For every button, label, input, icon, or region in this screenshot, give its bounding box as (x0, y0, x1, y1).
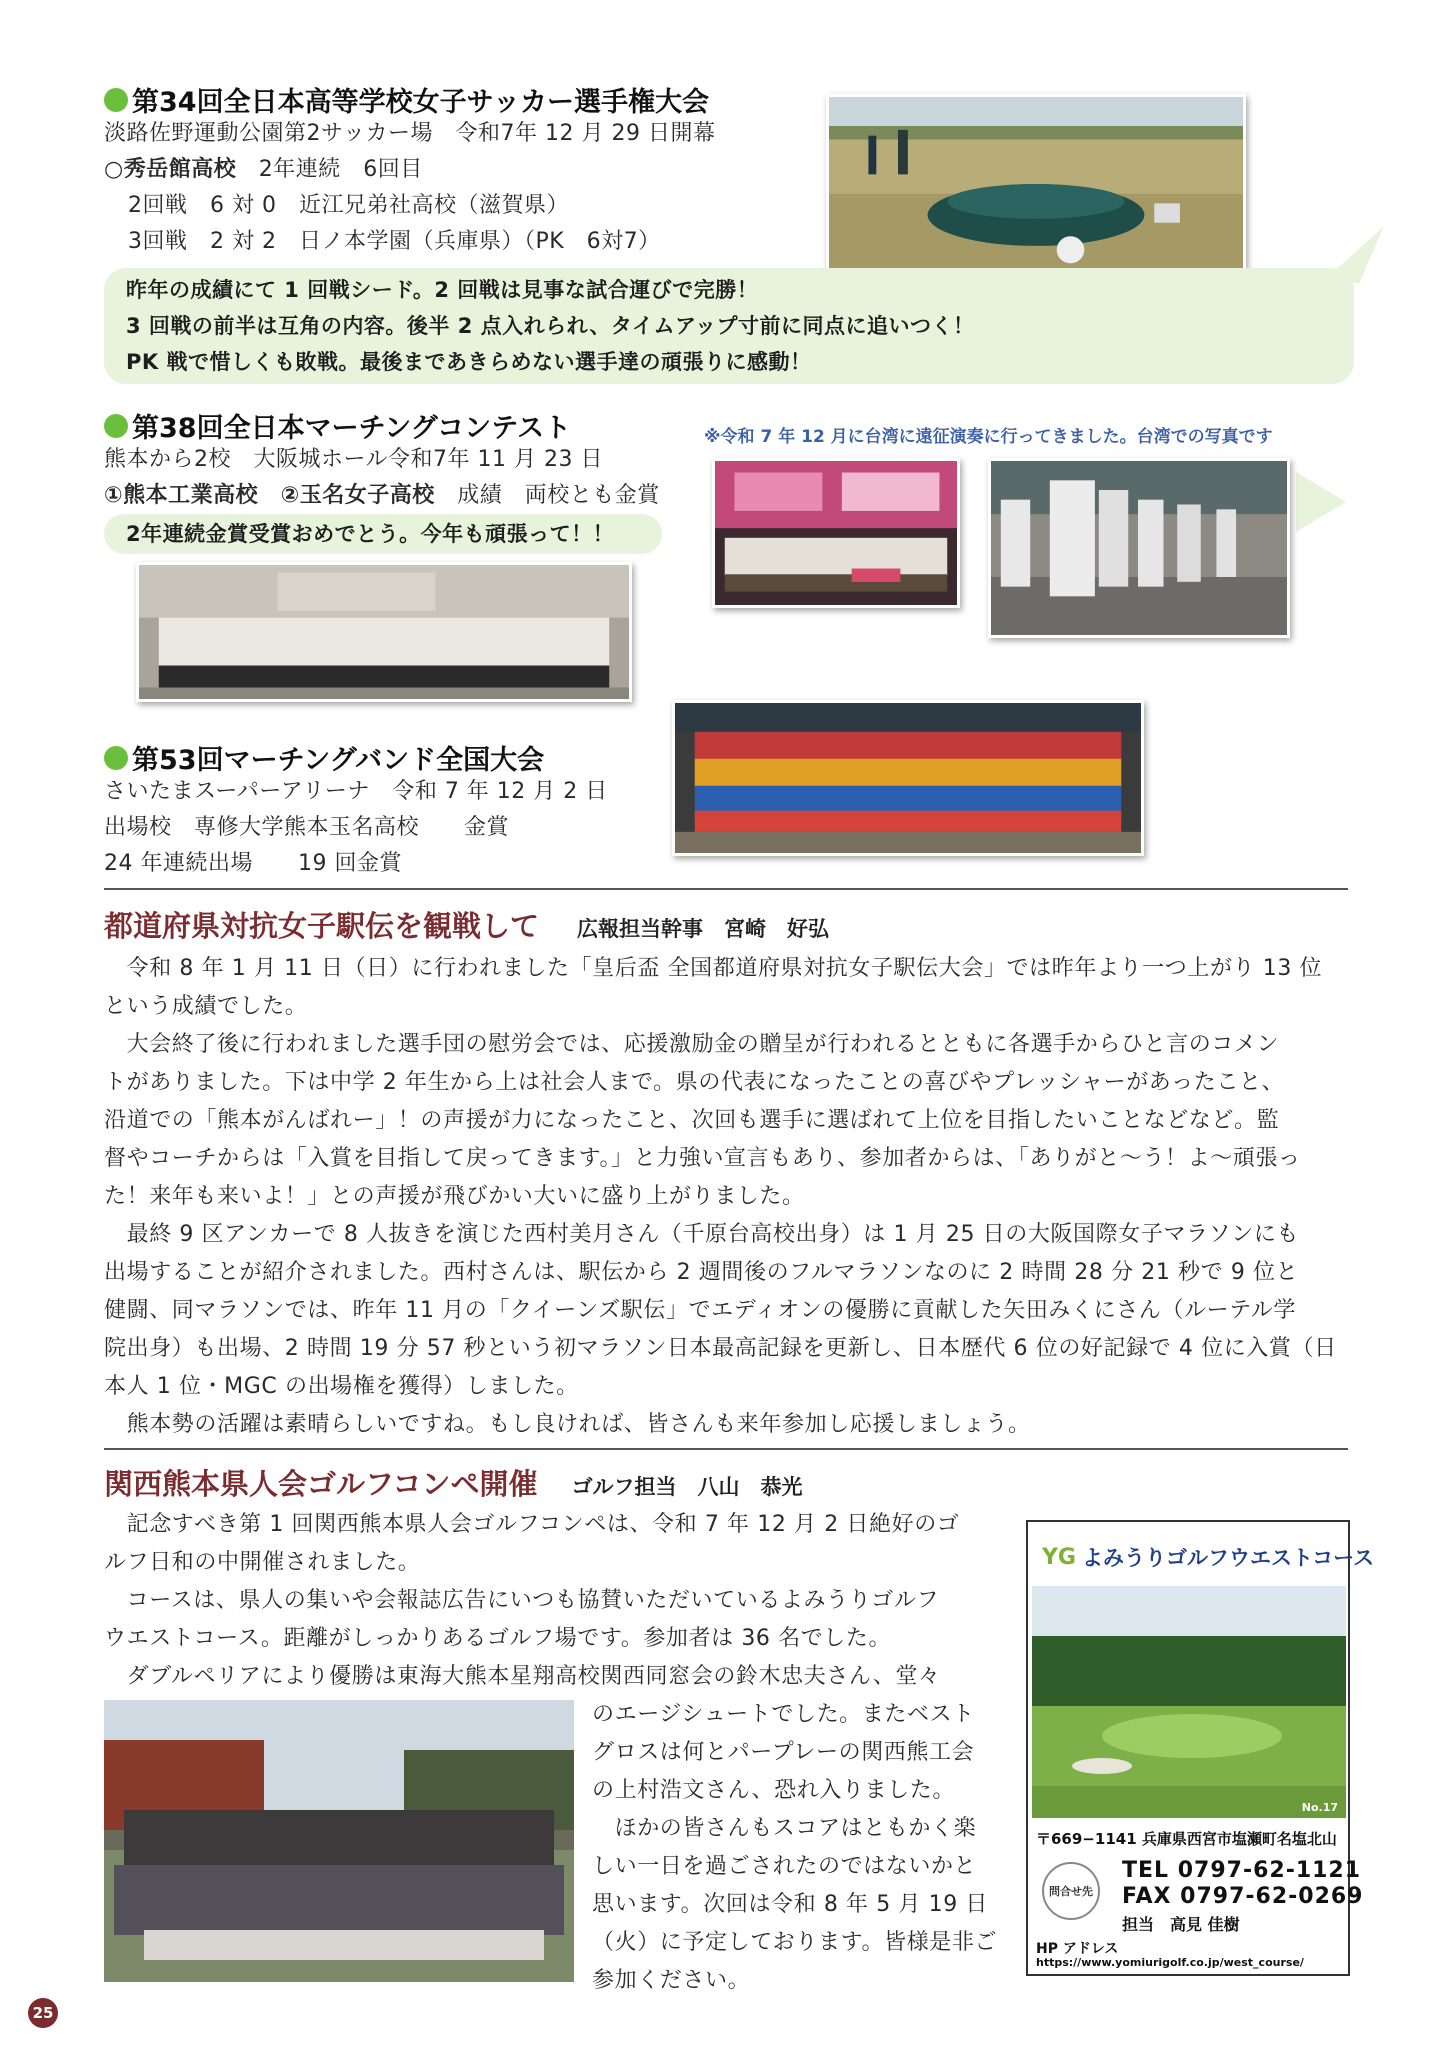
ekiden-line: 沿道での「熊本がんばれー」！の声援が力になったこと、次回も選手に選ばれて上位を目指したいことなどなど。監 (104, 1108, 1280, 1133)
band-heading (104, 738, 544, 777)
golf-line: ほかの皆さんもスコアはともかく楽 (592, 1816, 977, 1841)
golf-line: 思います。次回は令和 8 年 5 月 19 日 (592, 1892, 988, 1917)
bullet-dot-icon (104, 746, 128, 770)
ad-url-link[interactable]: https://www.yomiurigolf.co.jp/west_course/ (1036, 1956, 1304, 1969)
golf-course-ad (1026, 1520, 1375, 1976)
golf-line: しい一日を過ごされたのではないかと (592, 1854, 977, 1879)
golf-line: ダブルペリアにより優勝は東海大熊本星翔高校関西同窓会の鈴木忠夫さん、堂々 (104, 1664, 941, 1689)
golf-title: 関西熊本県人会ゴルフコンペ開催 (104, 1467, 538, 1501)
ekiden-line: 最終 9 区アンカーで 8 人抜きを演じた西村美月さん（千原台高校出身）は 1 月 25 日の大阪国際女子マラソンにも (104, 1222, 1300, 1247)
golf-body-side (592, 1696, 997, 2000)
section-divider (104, 888, 1348, 890)
soccer-round2: 2回戦 6 対 0 近江兄弟社高校（滋賀県） (128, 193, 569, 218)
marching-group-photo (136, 562, 632, 702)
golf-line: 参加ください。 (592, 1968, 751, 1993)
ekiden-line: 督やコーチからは「入賞を目指して戻ってきます。」と力強い宣言もあり、参加者からは、「ありがと～う！よ～頑張っ (104, 1146, 1301, 1171)
bubble-tail-icon (1329, 226, 1389, 286)
golf-author: ゴルフ担当 八山 恭光 (571, 1475, 803, 1499)
ekiden-title: 都道府県対抗女子駅伝を観戦して (104, 909, 540, 943)
golf-line: コースは、県人の集いや会報誌広告にいつも協賛いただいているよみうりゴルフ (104, 1588, 940, 1613)
ekiden-line: 本人 1 位・MGC の出場権を獲得）しました。 (104, 1374, 579, 1399)
soccer-round3: 3回戦 2 対 2 日ノ本学園（兵庫県）（PK 6対7） (128, 229, 661, 254)
golf-body-top (104, 1506, 959, 1696)
ekiden-line: トがありました。下は中学 2 年生から上は社会人まで。県の代表になったことの喜びやプレッシャーがあったこと、 (104, 1070, 1285, 1095)
golf-line: のエージシュートでした。またベスト (592, 1702, 975, 1727)
band-school: 出場校 専修大学熊本玉名高校 金賞 (104, 815, 510, 840)
soccer-school-result: 2年連続 6回目 (236, 157, 423, 182)
marching-schools: ①熊本工業高校 ②玉名女子高校 (104, 483, 435, 508)
ad-course-photo (1032, 1586, 1346, 1818)
golf-line: の上村浩文さん、恐れ入りました。 (592, 1778, 955, 1803)
marching-venue: 熊本から2校 大阪城ホール令和7年 11 月 23 日 (104, 447, 604, 472)
marching-comment-bubble (104, 514, 662, 554)
ad-person: 担当 高見 佳樹 (1122, 1915, 1240, 1934)
ekiden-line: 出場することが紹介されました。西村さんは、駅伝から 2 週間後のフルマラソンなのに 2 時間 28 分 21 秒で 9 位と (104, 1260, 1299, 1285)
bubble-tail-icon (1296, 472, 1346, 532)
marching-heading (104, 406, 571, 445)
soccer-comment-line: 3 回戦の前半は互角の内容。後半 2 点入れられ、タイムアップ寸前に同点に追いつく！ (126, 314, 975, 338)
ekiden-author: 広報担当幹事 宮崎 好弘 (577, 917, 830, 941)
ad-address: 〒669−1141 兵庫県西宮市塩瀬町名塩北山 (1036, 1830, 1337, 1848)
marching-title: 第38回全日本マーチングコンテスト (132, 413, 572, 444)
school-prefix: ○ (104, 157, 124, 182)
ad-logo: YG (1042, 1544, 1076, 1570)
golf-line: グロスは何とパープレーの関西熊工会 (592, 1740, 975, 1765)
ad-course-name: よみうりゴルフウエストコース (1082, 1546, 1375, 1570)
soccer-comment-line: PK 戦で惜しくも敗戦。最後まであきらめない選手達の頑張りに感動！ (126, 350, 812, 374)
marching-band-photo (672, 700, 1144, 856)
bullet-dot-icon (104, 88, 128, 112)
band-venue: さいたまスーパーアリーナ 令和 7 年 12 月 2 日 (104, 779, 608, 804)
ekiden-line: た！来年も来いよ！」との声援が飛びかい大いに盛り上がりました。 (104, 1184, 805, 1209)
soccer-comment-line: 昨年の成績にて 1 回戦シード。2 回戦は見事な試合運びで完勝！ (126, 278, 759, 302)
ad-fax: FAX 0797-62-0269 (1122, 1884, 1364, 1909)
ekiden-header (104, 904, 829, 945)
page-number: 25 (28, 1998, 58, 2028)
band-title: 第53回マーチングバンド全国大会 (132, 745, 545, 776)
ad-contact-badge: 問合せ先 (1042, 1862, 1100, 1920)
soccer-comment-bubble (104, 268, 1354, 384)
ekiden-body (104, 950, 1337, 1444)
marching-comment: 2年連続金賞受賞おめでとう。今年も頑張って！！ (126, 522, 615, 546)
ad-tel: TEL 0797-62-1121 (1122, 1858, 1362, 1883)
taiwan-stage-photo (712, 458, 960, 608)
marching-schools-line (104, 478, 660, 514)
ekiden-line: 令和 8 年 1 月 11 日（日）に行われました「皇后盃 全国都道府県対抗女子駅伝大会」では昨年より一つ上がり 13 位 (104, 956, 1323, 981)
taiwan-parade-photo (988, 458, 1290, 638)
soccer-school: 秀岳館高校 (123, 157, 237, 182)
golf-line: ウエストコース。距離がしっかりあるゴルフ場です。参加者は 36 名でした。 (104, 1626, 892, 1651)
marching-result: 成績 両校とも金賞 (434, 483, 660, 508)
soccer-photo (826, 94, 1246, 276)
soccer-school-line (104, 152, 423, 188)
golf-group-photo (104, 1700, 574, 1982)
golf-line: ルフ日和の中開催されました。 (104, 1550, 421, 1575)
golf-header (104, 1462, 803, 1503)
golf-line: 記念すべき第 1 回関西熊本県人会ゴルフコンペは、令和 7 年 12 月 2 日絶好のゴ (104, 1512, 960, 1537)
ad-hp-label: HP アドレス (1036, 1941, 1119, 1957)
ekiden-line: 大会終了後に行われました選手団の慰労会では、応援激励金の贈呈が行われるとともに各選手からひと言のコメン (104, 1032, 1280, 1057)
taiwan-note: ※令和 7 年 12 月に台湾に遠征演奏に行ってきました。台湾での写真です (704, 427, 1273, 447)
ekiden-line: という成績でした。 (104, 994, 308, 1019)
section-divider (104, 1448, 1348, 1450)
band-record: 24 年連続出場 19 回金賞 (104, 851, 402, 876)
ad-header (1042, 1542, 1374, 1572)
soccer-heading (104, 80, 709, 119)
ekiden-line: 院出身）も出場、2 時間 19 分 57 秒という初マラソン日本最高記録を更新し、日本歴代 6 位の好記録で 4 位に入賞（日 (104, 1336, 1337, 1361)
bullet-dot-icon (104, 414, 128, 438)
soccer-title: 第34回全日本高等学校女子サッカー選手権大会 (132, 87, 710, 118)
ekiden-line: 健闘、同マラソンでは、昨年 11 月の「クイーンズ駅伝」でエディオンの優勝に貢献した矢田みくにさん（ルーテル学 (104, 1298, 1296, 1323)
ad-photo-number: No.17 (1301, 1801, 1338, 1814)
golf-line: （火）に予定しております。皆様是非ご (592, 1930, 998, 1955)
soccer-venue: 淡路佐野運動公園第2サッカー場 令和7年 12 月 29 日開幕 (104, 121, 716, 146)
ekiden-line: 熊本勢の活躍は素晴らしいですね。もし良ければ、皆さんも来年参加し応援しましょう。 (104, 1412, 1031, 1437)
